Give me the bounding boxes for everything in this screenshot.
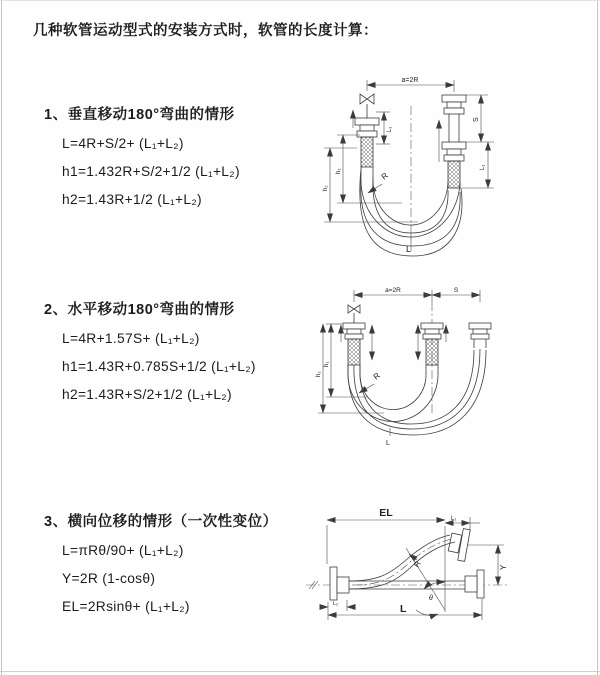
dim-l1-label: L₁ xyxy=(451,516,457,522)
dim-l2-label: L₂ xyxy=(333,601,339,607)
radius-label: R xyxy=(379,170,390,182)
valve-icon xyxy=(360,94,374,118)
section-vertical-movement xyxy=(44,103,240,214)
diagram-vertical-180-svg xyxy=(310,70,595,265)
diagram-horizontal-180 xyxy=(306,282,596,457)
valve-icon xyxy=(348,305,360,323)
dim-fitting-marks xyxy=(372,325,418,360)
scan-edge-left xyxy=(1,0,2,675)
formula-y: Y=2R (1-cosθ) xyxy=(62,571,156,586)
angle-label: θ xyxy=(429,595,433,602)
scan-edge-bottom xyxy=(0,671,600,672)
dim-span-label: a=2R xyxy=(385,287,401,294)
dim-stroke-label: S xyxy=(453,287,459,294)
dim-fitting-left xyxy=(376,112,393,144)
dim-stroke-label: S xyxy=(473,117,480,122)
dim-y-label: Y xyxy=(499,564,508,570)
dim-span-label: a=2R xyxy=(401,77,419,84)
dim-span xyxy=(367,77,454,92)
formula-length: L=πRθ/90+ (L₁+L₂) xyxy=(62,543,184,558)
flange-middle xyxy=(421,323,443,365)
formula-height2: h2=1.43R+1/2 (L₁+L₂) xyxy=(62,192,202,207)
section-3-formulas xyxy=(62,537,278,621)
braided-hose-right xyxy=(448,161,460,188)
dim-h1-label: h₁ xyxy=(336,168,342,174)
angle-construction xyxy=(406,526,445,615)
section-lateral-displacement xyxy=(44,510,278,621)
section-3-heading: 3、横向位移的情形（一次性变位） xyxy=(44,514,278,530)
braided-hose-left xyxy=(361,137,373,167)
braided-hose-middle xyxy=(426,339,438,365)
section-1-heading: 1、垂直移动180°弯曲的情形 xyxy=(44,107,235,123)
formula-height2: h2=1.43R+S/2+1/2 (L₁+L₂) xyxy=(62,387,232,402)
flange-left xyxy=(355,118,379,167)
radius-label: R xyxy=(412,559,423,570)
flange-right-lower xyxy=(442,142,466,188)
dim-h2-label: h₂ xyxy=(316,371,322,377)
dim-l2 xyxy=(322,600,354,611)
diagram-horizontal-180-svg xyxy=(306,282,596,457)
dim-l-label: L xyxy=(400,603,407,615)
page-title: 几种软管运动型式的安装方式时，软管的长度计算： xyxy=(33,23,378,39)
section-2-formulas xyxy=(62,325,256,409)
dim-el-label: EL xyxy=(379,507,393,519)
dim-l xyxy=(328,599,482,620)
section-horizontal-movement xyxy=(44,298,256,409)
dim-h2-label: h₂ xyxy=(323,185,329,191)
flange-right xyxy=(469,323,491,348)
formula-length: L=4R+1.57S+ (L₁+L₂) xyxy=(62,331,200,346)
diagram-lateral-svg xyxy=(298,498,598,650)
length-label: L xyxy=(386,440,390,447)
dim-h1-label: h₁ xyxy=(324,361,330,367)
diagram-lateral-displacement xyxy=(298,498,598,650)
formula-length: L=4R+S/2+ (L₁+L₂) xyxy=(62,136,184,151)
length-label: L xyxy=(406,244,412,254)
formula-height1: h1=1.43R+0.785S+1/2 (L₁+L₂) xyxy=(62,359,256,374)
flange-right-original xyxy=(465,570,484,598)
dim-span xyxy=(354,287,480,302)
formula-el: EL=2Rsinθ+ (L₁+L₂) xyxy=(62,599,190,614)
diagram-vertical-180 xyxy=(310,70,595,265)
flange-left xyxy=(330,567,349,600)
flange-tilted xyxy=(448,529,470,562)
section-2-heading: 2、水平移动180°弯曲的情形 xyxy=(44,302,235,318)
hose-u-bends xyxy=(348,349,486,435)
section-1-formulas xyxy=(62,130,240,214)
dim-fitting-right xyxy=(462,142,494,188)
dim-l1 xyxy=(445,516,480,532)
dim-el xyxy=(327,507,445,564)
dim-fitting-right-label: L₁ xyxy=(480,164,486,170)
dim-stroke xyxy=(466,95,494,142)
radius-callout xyxy=(368,171,390,193)
scan-edge-top xyxy=(0,0,600,1)
flange-left xyxy=(343,323,365,365)
braided-hose-left xyxy=(348,339,360,365)
radius-label: R xyxy=(371,370,382,382)
dim-fitting-left-label: L₁ xyxy=(387,126,393,132)
formula-height1: h1=1.432R+S/2+1/2 (L₁+L₂) xyxy=(62,164,240,179)
flange-right-upper xyxy=(442,95,466,142)
dim-stroke xyxy=(432,287,480,295)
